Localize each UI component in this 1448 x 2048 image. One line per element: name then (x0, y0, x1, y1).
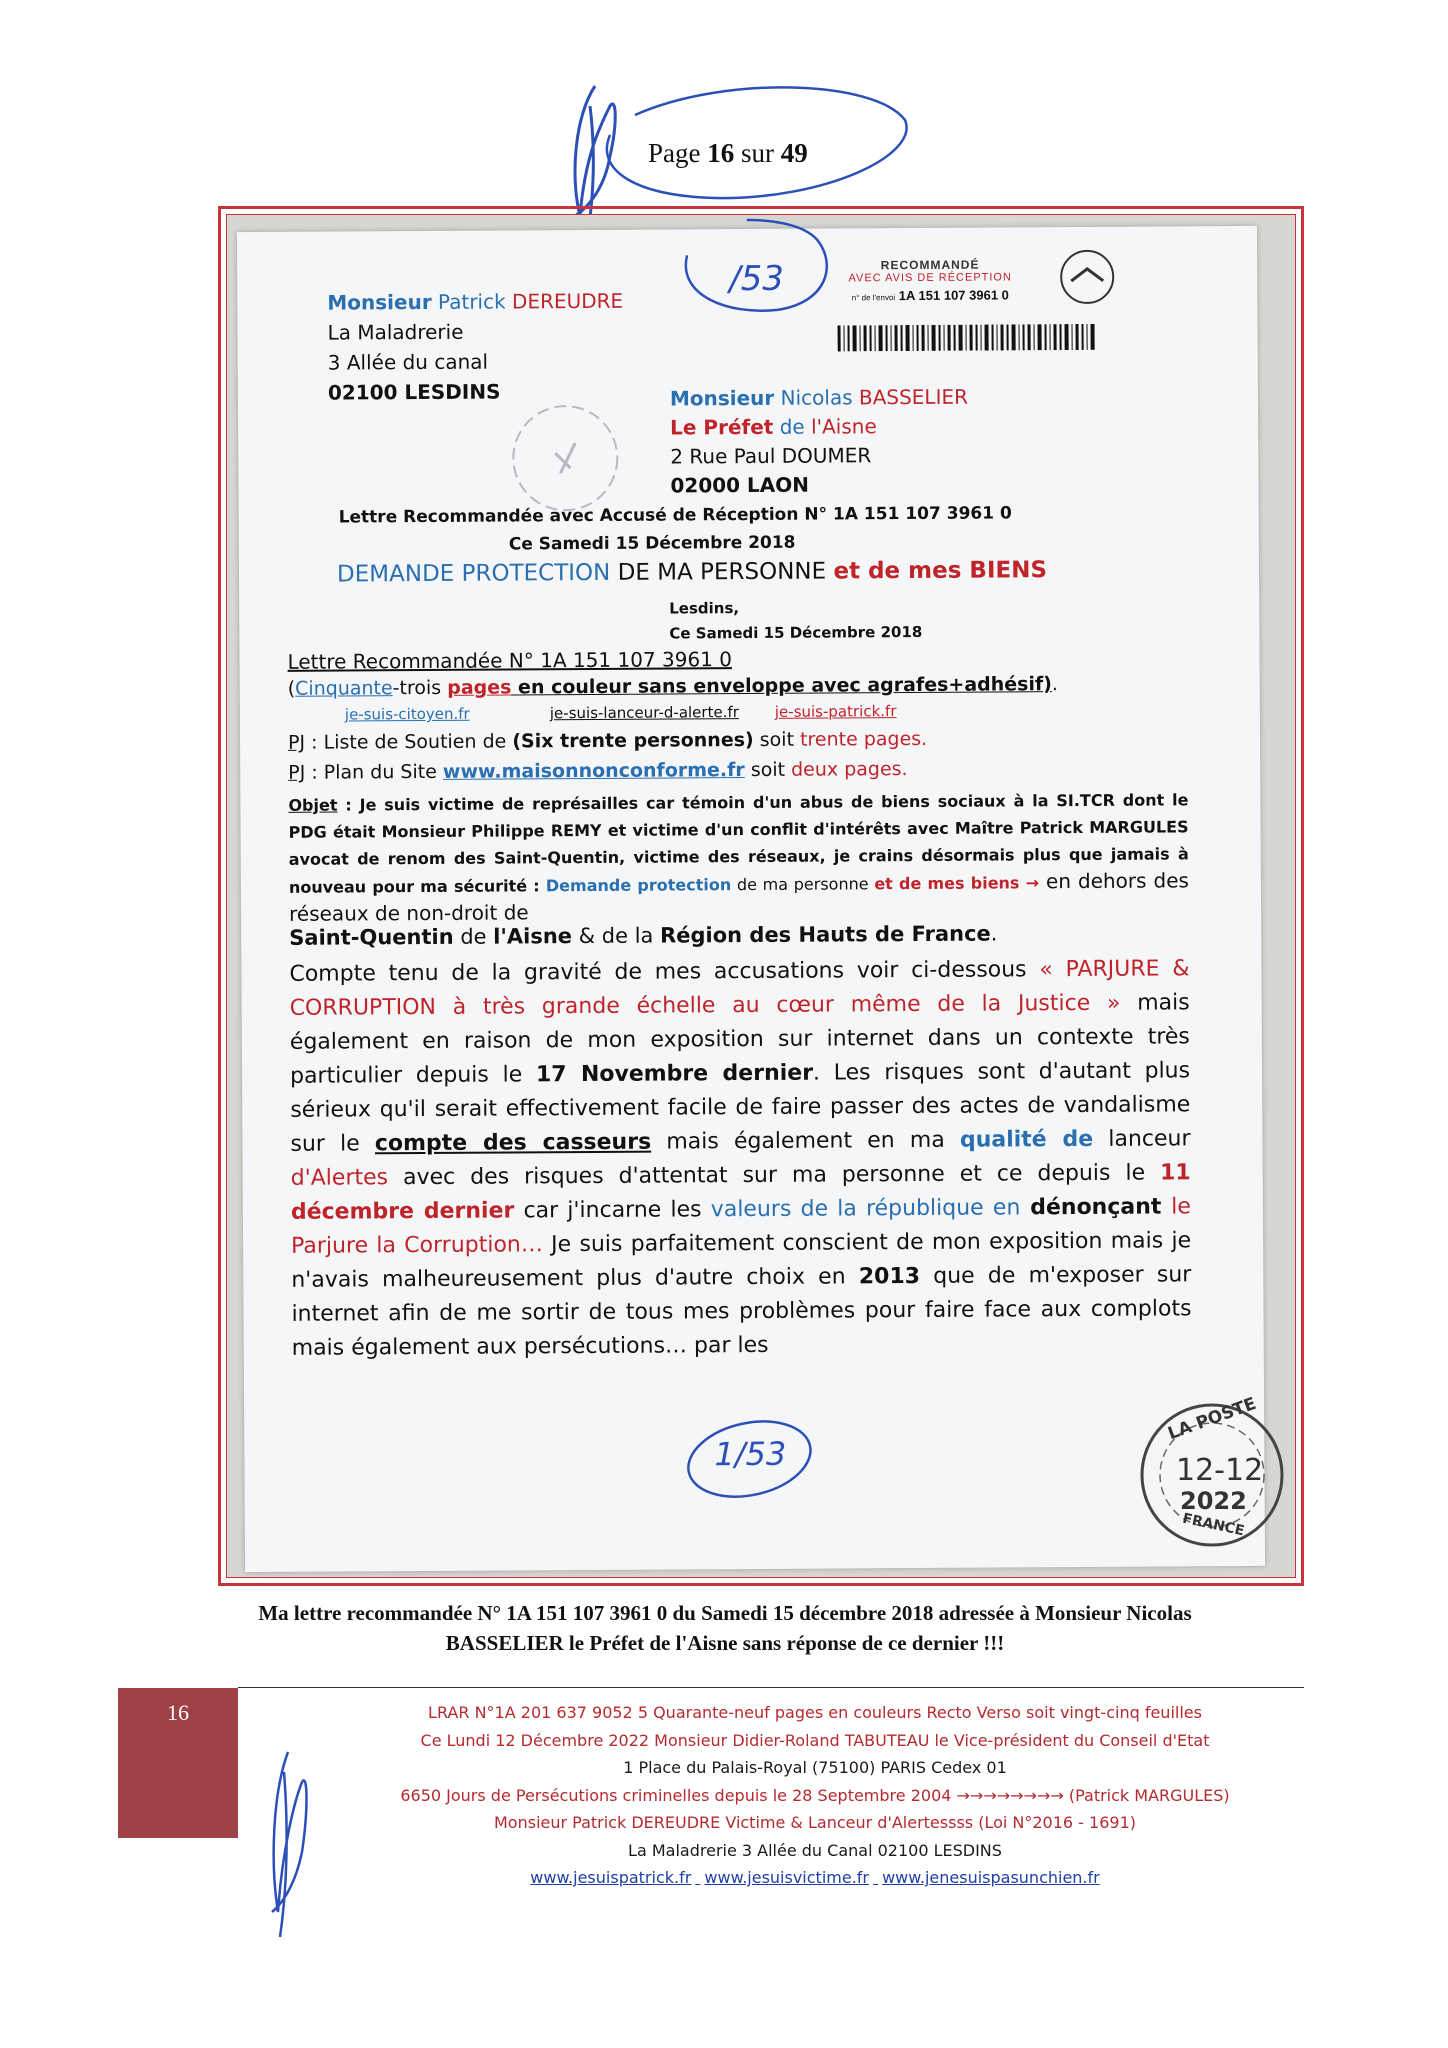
lrar-reference: Lettre Recommandée N° 1A 151 107 3961 0 (287, 647, 733, 674)
handwritten-page-count: /53 (729, 258, 785, 300)
headline: DEMANDE PROTECTION DE MA PERSONNE et de mes BIENS (336, 557, 1048, 588)
registered-label (815, 257, 1045, 303)
object-paragraph: Objet : Je suis victime de représailles car témoin d'un abus de biens sociaux à la SI.TCR dont le PDG était Monsieur Philippe REMY et victime d'un conflit d'intérêts avec Maître Patrick MARGULES avocat de renom des Saint-Quentin, victime des réseaux, je crains désormais plus que jamais à nouveau pour ma sécurité : Demande protection de ma personne et de mes biens → en dehors des réseaux de non-droit de (288, 790, 1189, 926)
footer-link[interactable]: www.jenesuispasunchien.fr (882, 1868, 1100, 1887)
main-paragraph: Compte tenu de la gravité de mes accusations voir ci-dessous « PARJURE & CORRUPTION à très grande échelle au cœur même de la Justice » mais également en raison de mon exposition sur internet dans un contexte très particulier depuis le 17 Novembre dernier. Les risques sont d'autant plus sérieux qu'il serait effectivement facile de faire passer des actes de vandalisme sur le compte des casseurs mais également en ma qualité de lanceur d'Alertes avec des risques d'attentat sur ma personne et ce depuis le 11 décembre dernier car j'incarne les valeurs de la république en dénonçant le Parjure la Corruption… Je suis parfaitement conscient de mon exposition mais je n'avais malheureusement plus d'autre choix en 2013 que de m'exposer sur internet afin de me sortir de tous mes problèmes pour faire face aux complots mais également aux persécutions… par les (289, 956, 1192, 1361)
footer-divider (238, 1687, 1304, 1688)
registered-title: RECOMMANDÉ (880, 257, 980, 273)
footer-line: La Maladrerie 3 Allée du Canal 02100 LESDINS (628, 1840, 1002, 1860)
attachment-2: PJ : Plan du Site www.maisonnonconforme.fr soit deux pages. (288, 758, 908, 784)
figure-caption (150, 1598, 1300, 1658)
attachment-1: PJ : Liste de Soutien de (Six trente personnes) soit trente pages. (287, 727, 928, 754)
postal-date-stamp (1132, 1395, 1292, 1555)
registered-number: n° de l'envoi 1A 151 107 3961 0 (851, 287, 1009, 304)
site-link[interactable]: je-suis-patrick.fr (774, 702, 897, 721)
site-link[interactable]: je-suis-lanceur-d-alerte.fr (549, 703, 739, 723)
footer-line: 1 Place du Palais-Royal (75100) PARIS Cedex 01 (623, 1758, 1007, 1777)
stamp-date: 12-12 (1176, 1453, 1264, 1488)
recipient-block (670, 383, 969, 501)
barcode-icon (837, 324, 1095, 352)
recipient-line: 02000 LAON (670, 472, 810, 498)
footer-line: Ce Lundi 12 Décembre 2022 Monsieur Didier-Roland TABUTEAU le Vice-président du Conseil d'Etat (420, 1730, 1210, 1750)
footer-link[interactable]: www.jesuisvictime.fr (704, 1868, 869, 1887)
sender-block (327, 286, 624, 408)
handwritten-bottom-mark: 1/53 (714, 1434, 787, 1474)
footer-line: 6650 Jours de Persécutions criminelles depuis le 28 Septembre 2004 →→→→→→→→ (Patrick MARGULES) (400, 1785, 1230, 1805)
place-date: Ce Samedi 15 Décembre 2018 (669, 622, 923, 643)
page-number: Page 16 sur 49 (648, 138, 808, 168)
footer-link[interactable]: www.jesuispatrick.fr (530, 1868, 692, 1887)
sender-line: 3 Allée du canal (327, 349, 489, 375)
place: Lesdins, (669, 599, 740, 618)
postal-logo-icon (1057, 247, 1117, 307)
letter-sheet (237, 226, 1265, 1572)
sender-line: 02100 LESDINS (327, 379, 501, 405)
footer-links (300, 1864, 1330, 1892)
footer-block (300, 1699, 1330, 1892)
footer-line: LRAR N°1A 201 637 9052 5 Quarante-neuf pages en couleurs Recto Verso soit vingt-cinq feuilles (428, 1703, 1202, 1722)
recipient-role: Le Préfet de l'Aisne (670, 414, 877, 440)
pages-description: (Cinquante-trois pages en couleur sans enveloppe avec agrafes+adhésif). (287, 673, 1059, 700)
site-link[interactable]: je-suis-citoyen.fr (344, 704, 470, 724)
page-badge: 16 (118, 1688, 238, 1838)
stamp-country: FRANCE (1181, 1510, 1246, 1540)
faint-postmark-icon (500, 398, 631, 519)
caption-line: Ma lettre recommandée N° 1A 151 107 3961 0 du Samedi 15 décembre 2018 adressée à Monsieur Nicolas (258, 1601, 1192, 1625)
scan-area (226, 214, 1296, 1578)
recipient-name: Monsieur Nicolas BASSELIER (669, 384, 969, 411)
object-paragraph-end: Saint-Quentin de l'Aisne & de la Région des Hauts de France. (289, 921, 998, 950)
registered-subtitle: AVEC AVIS DE RÉCEPTION (848, 271, 1012, 285)
stamp-top: LA POSTE (1165, 1393, 1259, 1445)
stamp-year: 2022 (1180, 1487, 1247, 1515)
recipient-line: 2 Rue Paul DOUMER (670, 443, 872, 469)
reference-line: Lettre Recommandée avec Accusé de Réception N° 1A 151 107 3961 0 (338, 503, 1012, 528)
sender-name: Monsieur Patrick DEREUDRE (327, 288, 624, 315)
sender-line: La Maladrerie (327, 319, 464, 345)
date-line: Ce Samedi 15 Décembre 2018 (508, 532, 796, 555)
caption-line: BASSELIER le Préfet de l'Aisne sans réponse de ce dernier !!! (445, 1631, 1005, 1655)
footer-line: Monsieur Patrick DEREUDRE Victime & Lanceur d'Alertessss (Loi N°2016 - 1691) (494, 1813, 1136, 1832)
